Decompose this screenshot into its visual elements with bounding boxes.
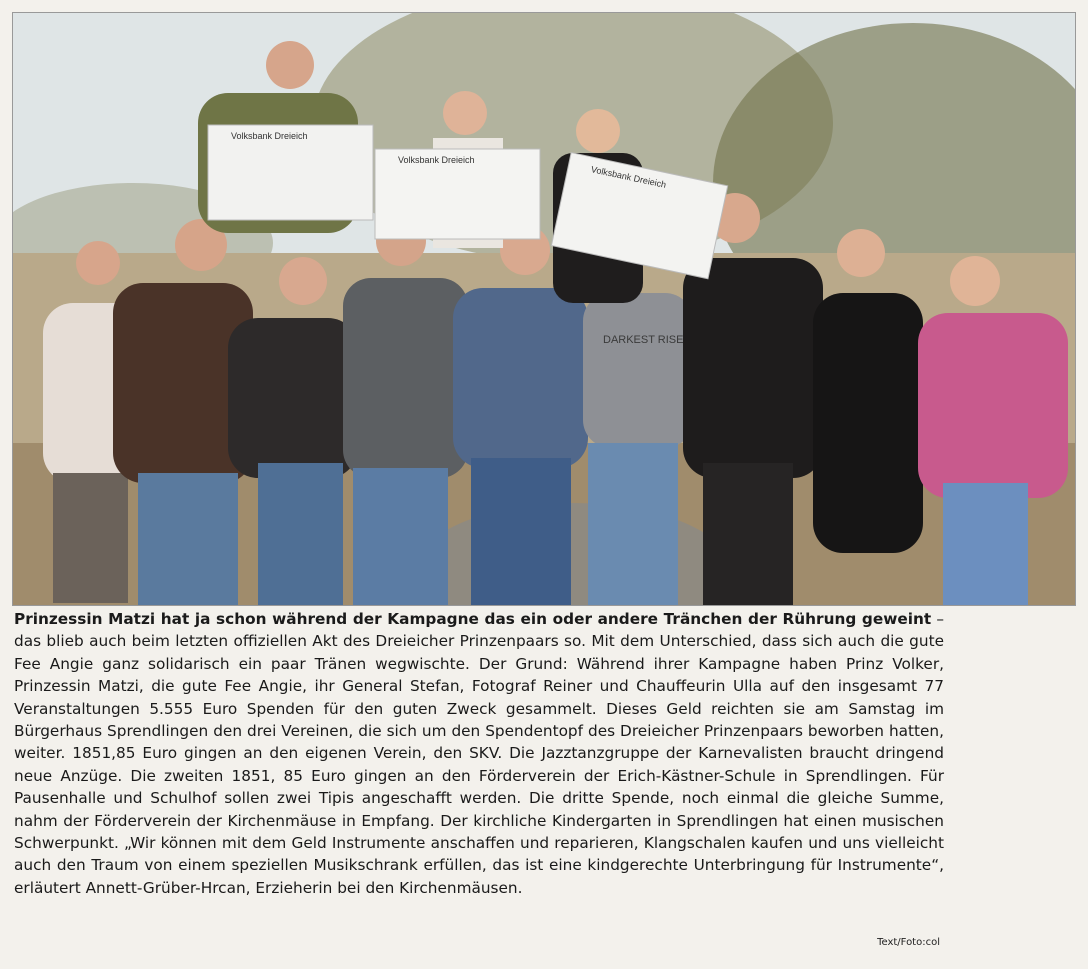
photo-caption <box>14 608 944 899</box>
shirt-print: DARKEST RISE <box>603 334 684 346</box>
caption-body: – das blieb auch beim letzten offiziellen Akt des Dreieicher Prinzenpaars so. Mit dem Unterschied, dass sich auch die gute Fee Angie ganz solidarisch ein paar Tränen wegwischte. Der Grund: Während ihrer Kampagne haben Prinz Volker, Prinzessin Matzi, die gute Fee Angie, ihr General Stefan, Fotograf Reiner und Chauffeurin Ulla auf den insgesamt 77 Veranstaltungen 5.555 Euro Spenden für den guten Zweck gesammelt. Dieses Geld reichten sie am Samstag im Bürgerhaus Sprendlingen den drei Vereinen, die sich um den Spendentopf des Dreieicher Prinzenpaars beworben hatten, weiter. 1851,85 Euro gingen an den eigenen Verein, den SKV. Die Jazztanzgruppe der Karnevalisten braucht dringend neue Anzüge. Die zweiten 1851, 85 Euro gingen an den Förderverein der Erich-Kästner-Schule in Sprendlingen. Für Pausenhalle und Schulhof sollen zwei Tipis angeschafft werden. Die dritte Spende, noch einmal die gleiche Summe, nahm der Förderverein der Kirchenmäuse in Empfang. Der kirchliche Kindergarten in Sprendlingen hat einen musischen Schwerpunkt. „Wir können mit dem Geld Instrumente anschaffen und reparieren, Klangschalen kaufen und uns vielleicht auch den Traum von einem speziellen Musikschrank erfüllen, das ist eine kindgerechte Unterbringung für Instrumente“, erläutert Annett-Grüber-Hrcan, Erzieherin bei den Kirchenmäusen. <box>14 610 944 897</box>
caption-lead: Prinzessin Matzi hat ja schon während der Kampagne das ein oder andere Tränchen der Rührung geweint <box>14 610 932 628</box>
cheque-label-2: Volksbank Dreieich <box>398 155 475 165</box>
photo-illustration <box>13 13 1075 605</box>
cheque-label-1: Volksbank Dreieich <box>231 131 308 141</box>
cheque-label-3: Volksbank Dreieich <box>590 164 668 190</box>
photo-credit: Text/Foto:col <box>877 937 940 948</box>
group-photo <box>12 12 1076 606</box>
